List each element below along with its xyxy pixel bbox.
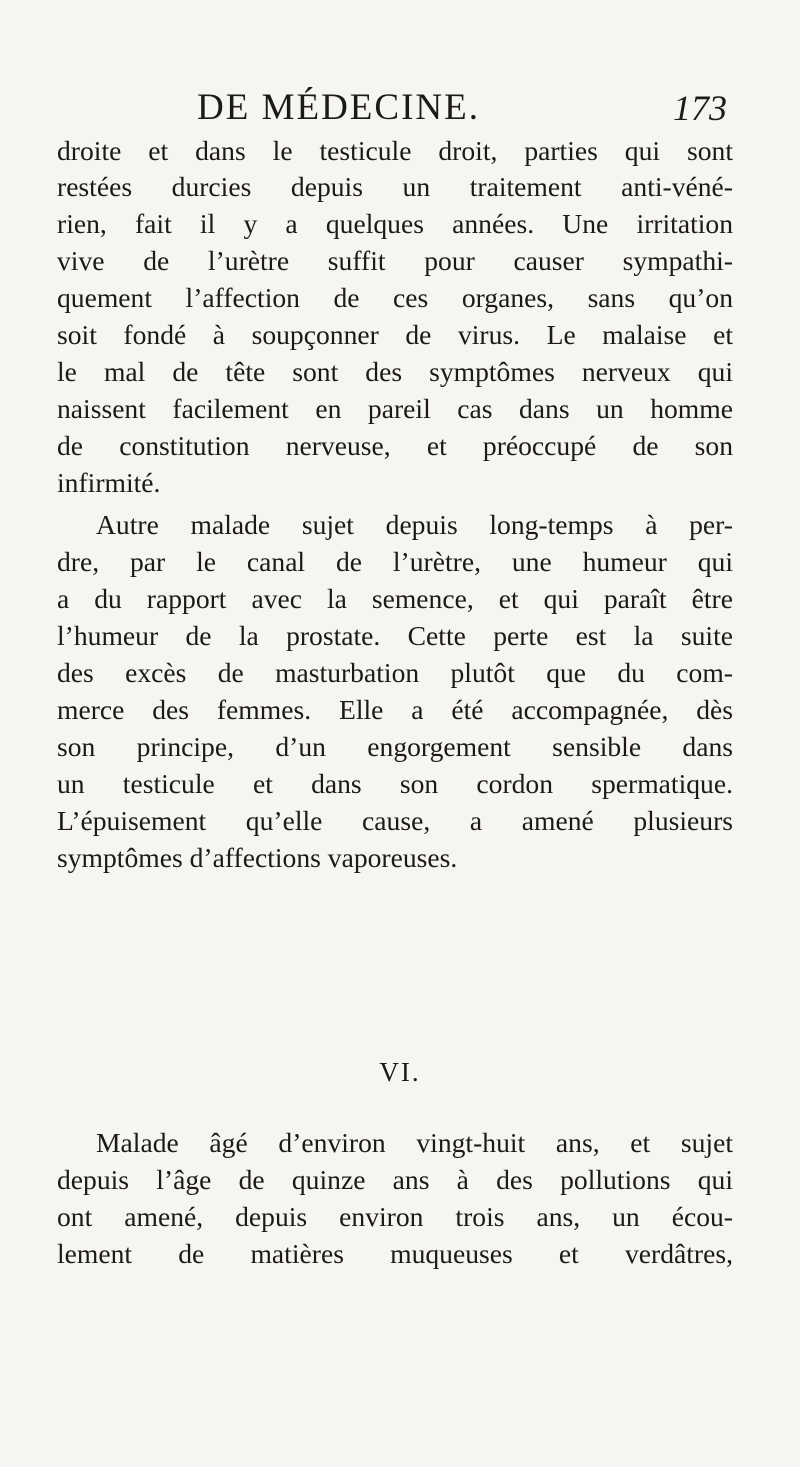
text-line: a du rapport avec la semence, et qui paraît être bbox=[57, 583, 733, 614]
text-line: un testicule et dans son cordon spermatique. bbox=[57, 768, 733, 799]
running-head bbox=[197, 86, 727, 134]
text-line: L’épuisement qu’elle cause, a amené plusieurs bbox=[57, 805, 733, 836]
text-line: l’humeur de la prostate. Cette perte est la suite bbox=[57, 620, 733, 651]
text-line: symptômes d’affections vaporeuses. bbox=[57, 842, 458, 873]
text-line: rien, fait il y a quelques années. Une irritation bbox=[57, 208, 733, 239]
text-line: merce des femmes. Elle a été accompagnée, dès bbox=[57, 694, 733, 725]
text-line: Malade âgé d’environ vingt-huit ans, et sujet bbox=[96, 1127, 733, 1158]
text-line: de constitution nerveuse, et préoccupé de son bbox=[57, 430, 733, 461]
text-line: soit fondé à soupçonner de virus. Le malaise et bbox=[57, 319, 733, 350]
text-line: droite et dans le testicule droit, parties qui sont bbox=[57, 135, 733, 166]
text-line: naissent facilement en pareil cas dans un homme bbox=[57, 393, 733, 424]
page-number: 173 bbox=[673, 88, 727, 128]
text-line: des excès de masturbation plutôt que du com- bbox=[57, 657, 733, 688]
running-title: DE MÉDECINE. bbox=[197, 87, 480, 128]
text-line: dre, par le canal de l’urètre, une humeur qui bbox=[57, 546, 733, 577]
text-line: lement de matières muqueuses et verdâtres, bbox=[57, 1238, 733, 1269]
text-line: Autre malade sujet depuis long-temps à per- bbox=[96, 509, 733, 540]
text-line: depuis l’âge de quinze ans à des pollutions qui bbox=[57, 1164, 733, 1195]
text-line: le mal de tête sont des symptômes nerveux qui bbox=[57, 356, 733, 387]
text-line: son principe, d’un engorgement sensible dans bbox=[57, 731, 733, 762]
text-line: vive de l’urètre suffit pour causer sympathi- bbox=[57, 245, 733, 276]
text-line: quement l’affection de ces organes, sans qu’on bbox=[57, 282, 733, 313]
section-heading: VI. bbox=[379, 1057, 421, 1087]
text-line: infirmité. bbox=[57, 467, 161, 498]
text-line: ont amené, depuis environ trois ans, un écou- bbox=[57, 1201, 733, 1232]
text-line: restées durcies depuis un traitement anti-véné- bbox=[57, 171, 733, 202]
